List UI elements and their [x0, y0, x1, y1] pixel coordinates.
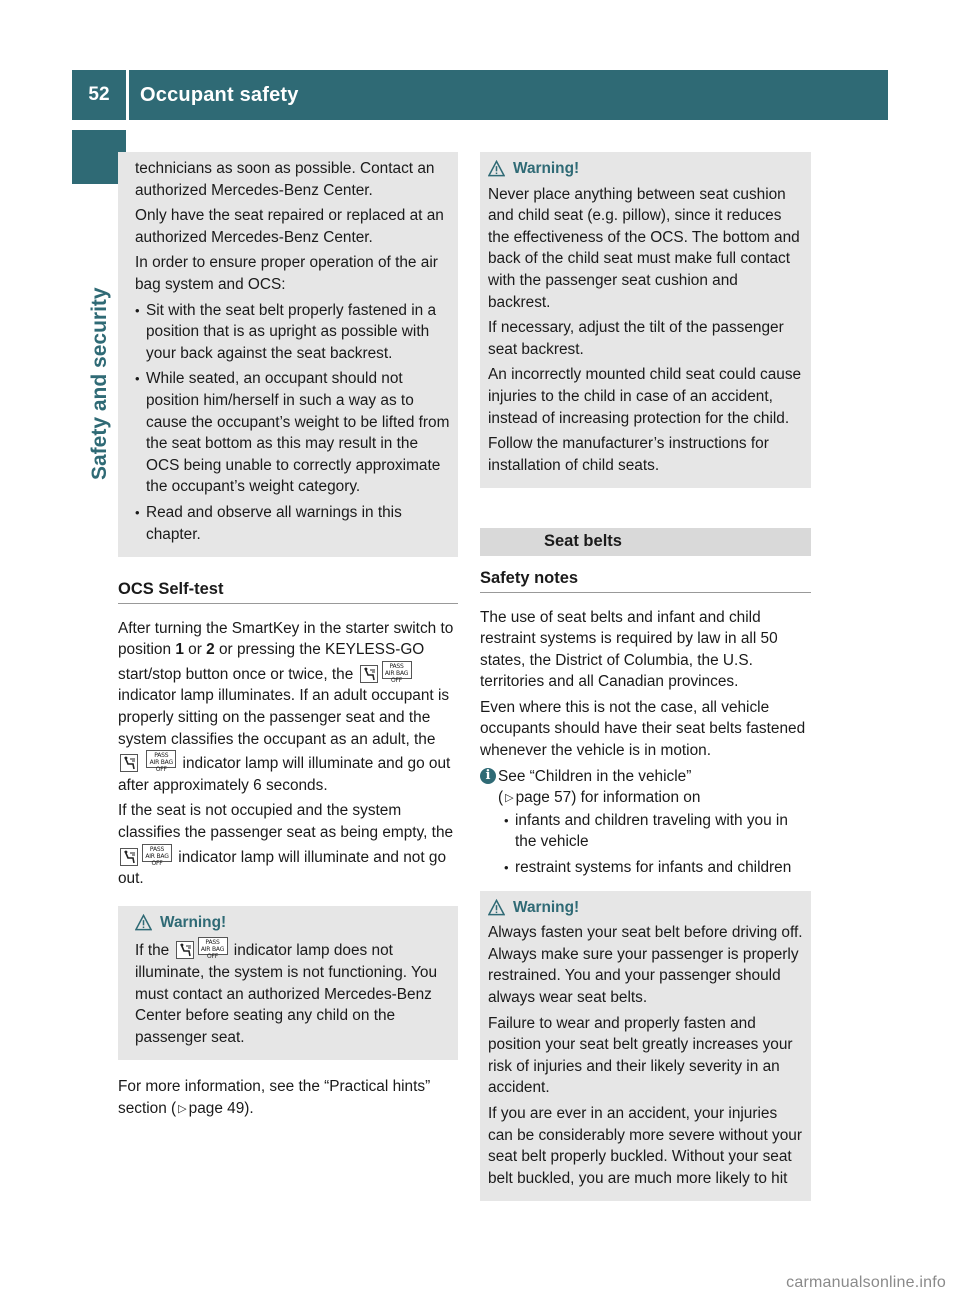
paragraph: technicians as soon as possible. Contact an authorized Mercedes-Benz Center.	[135, 160, 435, 199]
pass-airbag-off-icon: PASS AIR BAG OFF	[382, 661, 412, 679]
child-seat-occupied-icon	[120, 848, 138, 866]
info-line: ( ▷ page 57) for information on	[498, 789, 701, 807]
side-section-label: Safety and security	[88, 287, 111, 480]
pass-airbag-off-icon: PASS AIR BAG OFF	[198, 937, 228, 955]
site-watermark[interactable]: carmanualsonline.info	[786, 1274, 946, 1291]
pass-airbag-off-icon: PASS AIR BAG OFF	[146, 750, 176, 768]
paragraph: If the seat is not occupied and the system classifies the passenger seat as being empty, the PASS AIR BAG OFF indicator lamp will illuminate and not go out.	[118, 802, 454, 888]
paragraph: Follow the manufacturer’s instructions for installation of child seats.	[488, 435, 769, 474]
warning-triangle-icon	[488, 899, 505, 916]
chapter-title: Occupant safety	[140, 84, 299, 106]
warning-box	[480, 152, 811, 488]
warning-title: Warning!	[488, 158, 803, 180]
paragraph: If necessary, adjust the tilt of the passenger seat backrest.	[488, 319, 784, 358]
continued-warning-box	[118, 152, 458, 557]
warning-triangle-icon	[488, 160, 505, 177]
paragraph: Never place anything between seat cushion and child seat (e.g. pillow), since it reduces the effectiveness of the OCS. The bottom and back of the child seat must make full contact with the passenger seat cushion and backrest.	[488, 185, 800, 311]
page-number: 52	[88, 84, 110, 105]
section-band-seat-belts: Seat belts	[480, 528, 811, 556]
page-header	[72, 70, 888, 120]
paragraph: Only have the seat repaired or replaced at an authorized Mercedes-Benz Center.	[135, 207, 444, 246]
paragraph: Even where this is not the case, all vehicle occupants should have their seat belts fastened whenever the vehicle is in motion.	[480, 698, 806, 760]
warning-title: Warning!	[135, 912, 450, 934]
warning-box	[118, 906, 458, 1061]
section-heading-safety-notes: Safety notes	[480, 568, 811, 593]
paragraph: The use of seat belts and infant and child restraint systems is required by law in all 50 states, the District of Columbia, the U.S. territories and all Canadian provinces.	[480, 608, 778, 691]
child-seat-occupied-icon	[120, 754, 138, 772]
list-item: • Read and observe all warnings in this chapter.	[135, 502, 450, 545]
paragraph: If you are ever in an accident, your injuries can be considerably more severe without your seat belt properly buckled. Without your seat belt buckled, you are much more likely to hit	[488, 1104, 802, 1187]
child-seat-occupied-icon	[360, 665, 378, 683]
right-column	[480, 152, 811, 1217]
child-seat-occupied-icon	[176, 941, 194, 959]
list-item: • While seated, an occupant should not position him/herself in such a way as to cause the occupant’s weight to be lifted from the seat bottom as this may result in the OCS being unable to correctly approximate the occupant’s weight category.	[135, 368, 450, 498]
header-divider	[126, 70, 129, 120]
paragraph: An incorrectly mounted child seat could cause injuries to the child in case of an accident, instead of increasing protection for the child.	[488, 366, 802, 427]
left-column	[118, 152, 458, 1125]
info-line: See “Children in the vehicle”	[498, 767, 692, 785]
warning-title: Warning!	[488, 897, 803, 919]
paragraph: In order to ensure proper operation of the air bag system and OCS:	[135, 254, 438, 293]
paragraph: After turning the SmartKey in the starter switch to position 1 or 2 or pressing the KEYLESS-GO start/stop button once or twice, the PASS AIR BAG OFF indicator lamp illuminates. If an adult occupant is properly sitting on the passenger seat and the system classifies the occupant as an adult, the PASS AIR BAG OFF indicator lamp will illuminate and go out after approximately 6 seconds.	[118, 619, 454, 794]
list-item: • infants and children traveling with you in the vehicle	[504, 810, 811, 853]
info-circle-icon: i	[480, 768, 496, 784]
reference-arrow-icon: ▷	[505, 792, 514, 805]
reference-arrow-icon: ▷	[178, 1102, 187, 1115]
bullet-list	[135, 300, 450, 546]
warning-triangle-icon	[135, 914, 152, 931]
list-item: • restraint systems for infants and children	[504, 857, 811, 879]
paragraph: For more information, see the “Practical hints” section ( ▷ page 49).	[118, 1078, 431, 1117]
info-note	[480, 766, 811, 879]
list-item: • Sit with the seat belt properly fastened in a position that is as upright as possible with your back against the seat backrest.	[135, 300, 450, 365]
warning-box	[480, 891, 811, 1202]
section-heading-ocs-self-test: OCS Self-test	[118, 579, 458, 604]
paragraph: If the PASS AIR BAG OFF indicator lamp does not illuminate, the system is not functioning. You must contact an authorized Mercedes-Benz Center before seating any child on the passenger seat.	[135, 939, 438, 1046]
pass-airbag-off-icon: PASS AIR BAG OFF	[142, 844, 172, 862]
paragraph: Always fasten your seat belt before driving off. Always make sure your passenger is properly restrained. You and your passenger should always wear seat belts.	[488, 924, 803, 1006]
bullet-list	[504, 810, 811, 879]
paragraph: Failure to wear and properly fasten and position your seat belt greatly increases your risk of injuries and their likely severity in an accident.	[488, 1014, 793, 1097]
